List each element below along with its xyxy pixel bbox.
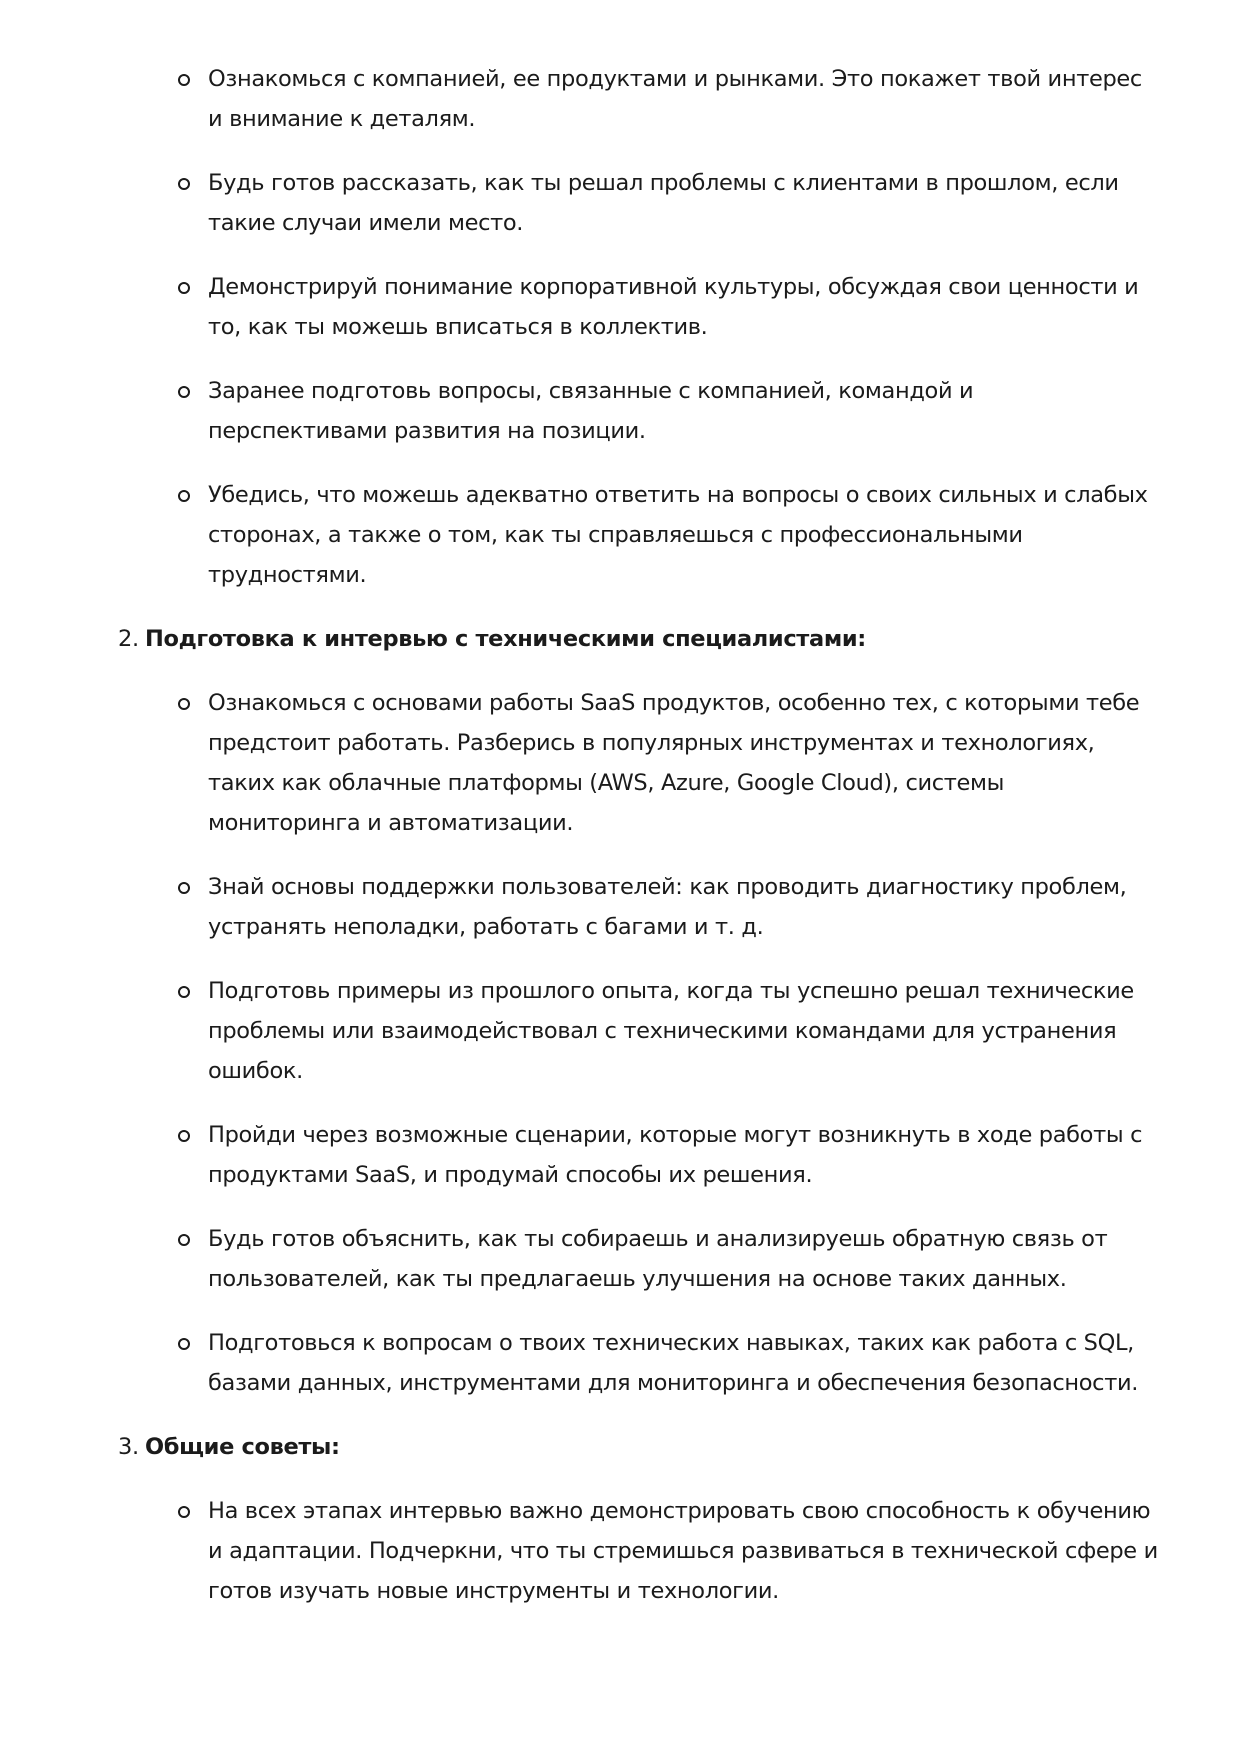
intro-list bbox=[0, 59, 1239, 595]
list-item-text: Подготовься к вопросам о твоих технических навыках, таких как работа с SQL, базами данных, инструментами для мониторинга и обеспечения безопасности. bbox=[208, 1330, 1139, 1396]
list-item-text: Знай основы поддержки пользователей: как проводить диагностику проблем, устранять неполадки, работать с багами и т. д. bbox=[208, 874, 1127, 940]
list-item-text: Подготовь примеры из прошлого опыта, когда ты успешно решал технические проблемы или взаимодействовал с техническими командами для устранения ошибок. bbox=[208, 978, 1134, 1084]
list-item-text: Будь готов объяснить, как ты собираешь и анализируешь обратную связь от пользователей, как ты предлагаешь улучшения на основе таких данных. bbox=[208, 1226, 1108, 1292]
section-heading-general bbox=[0, 1427, 1239, 1467]
circle-bullet-icon bbox=[178, 882, 190, 894]
list-item-text: Демонстрируй понимание корпоративной культуры, обсуждая свои ценности и то, как ты можешь вписаться в коллектив. bbox=[208, 274, 1139, 340]
list-item-text: Ознакомься с компанией, ее продуктами и рынками. Это покажет твой интерес и вниманиe к деталям. bbox=[208, 66, 1142, 132]
section-number: 3. bbox=[118, 1434, 139, 1460]
section-number: 2. bbox=[118, 626, 139, 652]
list-item bbox=[0, 1219, 1239, 1299]
circle-bullet-icon bbox=[178, 698, 190, 710]
list-item bbox=[0, 163, 1239, 243]
list-item bbox=[0, 1115, 1239, 1195]
circle-bullet-icon bbox=[178, 1338, 190, 1350]
circle-bullet-icon bbox=[178, 74, 190, 86]
list-item-text: Будь готов рассказать, как ты решал проблемы с клиентами в прошлом, если такие случаи имели место. bbox=[208, 170, 1119, 236]
circle-bullet-icon bbox=[178, 986, 190, 998]
list-item bbox=[0, 475, 1239, 595]
section-title: Общие советы: bbox=[145, 1434, 340, 1460]
list-item bbox=[0, 867, 1239, 947]
section-heading-technical bbox=[0, 619, 1239, 659]
circle-bullet-icon bbox=[178, 178, 190, 190]
list-item bbox=[0, 59, 1239, 139]
circle-bullet-icon bbox=[178, 1506, 190, 1518]
list-item bbox=[0, 683, 1239, 843]
list-item-text: Ознакомься с основами работы SaaS продуктов, особенно тех, с которыми тебе предстоит работать. Разберись в популярных инструментах и технологиях, таких как облачные платформы (AWS, Azure, Google Cloud), системы мониторинга и автоматизации. bbox=[208, 690, 1140, 836]
circle-bullet-icon bbox=[178, 386, 190, 398]
circle-bullet-icon bbox=[178, 490, 190, 502]
list-item-text: Убедись, что можешь адекватно ответить на вопросы о своих сильных и слабых сторонах, а также о том, как ты справляешься с профессиональными трудностями. bbox=[208, 482, 1148, 588]
list-item-text: Заранее подготовь вопросы, связанные с компанией, командой и перспективами развития на позиции. bbox=[208, 378, 974, 444]
list-item-text: На всех этапах интервью важно демонстрировать свою способность к обучению и адаптации. Подчеркни, что ты стремишься развиваться в технической сфере и готов изучать новые инструменты и технологии. bbox=[208, 1498, 1158, 1604]
list-item bbox=[0, 1323, 1239, 1403]
section-title: Подготовка к интервью с техническими специалистами: bbox=[145, 626, 866, 652]
list-item-text: Пройди через возможные сценарии, которые могут возникнуть в ходе работы с продуктами SaaS, и продумай способы их решения. bbox=[208, 1122, 1143, 1188]
list-item bbox=[0, 267, 1239, 347]
circle-bullet-icon bbox=[178, 282, 190, 294]
document-body bbox=[0, 59, 1239, 1611]
list-item bbox=[0, 371, 1239, 451]
list-item bbox=[0, 1491, 1239, 1611]
general-list bbox=[0, 1491, 1239, 1611]
list-item bbox=[0, 971, 1239, 1091]
circle-bullet-icon bbox=[178, 1130, 190, 1142]
circle-bullet-icon bbox=[178, 1234, 190, 1246]
technical-list bbox=[0, 683, 1239, 1403]
